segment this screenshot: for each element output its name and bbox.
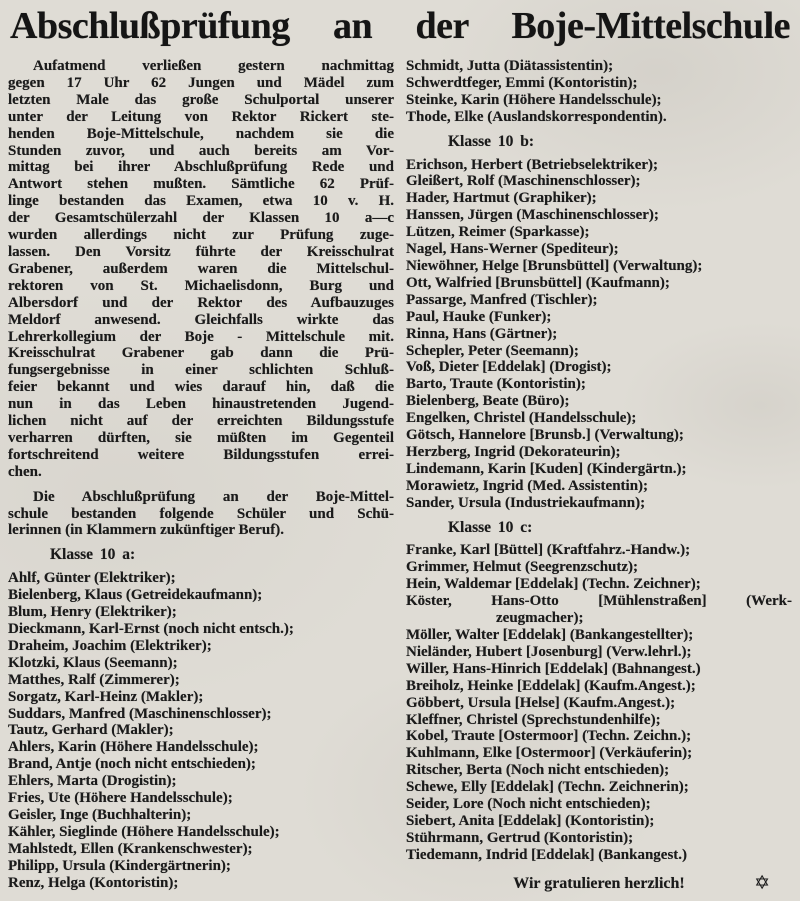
- six-pointed-star-icon: ✡: [754, 871, 770, 894]
- student-entry: Philipp, Ursula (Kindergärtnerin);: [8, 857, 231, 874]
- article-line: rektoren von St. Michaelisdonn, Burg und: [8, 277, 394, 294]
- article-line: lassen. Den Vorsitz führte der Kreisschulrat: [8, 243, 394, 260]
- article-line: wurden allerdings nicht zur Prüfung zuge-: [8, 227, 394, 244]
- student-entry: Hein, Waldemar [Eddelak] (Techn. Zeichner);: [406, 576, 701, 593]
- class-10b-heading: Klasse 10 b:: [448, 132, 535, 150]
- student-entry: Engelken, Christel (Handelsschule);: [406, 410, 637, 427]
- article-line: Kreisschulrat Grabener gab dann die Prü-: [8, 345, 394, 362]
- student-entry: Schepler, Peter (Seemann);: [406, 342, 579, 359]
- student-entry: Götsch, Hannelore [Brunsb.] (Verwaltung);: [406, 427, 684, 444]
- student-entry: Mahlstedt, Ellen (Krankenschwester);: [8, 840, 253, 857]
- article-line: Antwort stehen mußten. Sämtliche 62 Prüf-: [8, 176, 394, 193]
- article-line: feier bekannt und wies darauf hin, daß die: [8, 379, 394, 396]
- student-entry: Suddars, Manfred (Maschinenschlosser);: [8, 705, 272, 722]
- student-entry: Ritscher, Berta (Noch nicht entschieden);: [406, 762, 670, 779]
- student-entry: Bielenberg, Klaus (Getreidekaufmann);: [8, 587, 263, 604]
- article-paragraph-1: [8, 58, 394, 481]
- article-line: verharren dürften, sie müßten im Gegenteil: [8, 429, 394, 446]
- student-entry-wrap: zeugmacher);: [496, 610, 584, 627]
- student-entry: Ott, Walfried [Brunsbüttel] (Kaufmann);: [406, 274, 670, 291]
- student-entry: Renz, Helga (Kontoristin);: [8, 874, 179, 891]
- student-entry: Schwerdtfeger, Emmi (Kontoristin);: [406, 74, 638, 91]
- class-10c-students: [406, 542, 792, 863]
- congrats-text: Wir gratulieren herzlich!: [513, 874, 685, 892]
- article-line: letzten Male das große Schulportal unserer: [8, 91, 394, 108]
- article-line: gegen 17 Uhr 62 Jungen und Mädel zum: [8, 74, 394, 91]
- student-entry: Nagel, Hans-Werner (Spediteur);: [406, 241, 619, 258]
- article-columns: [0, 58, 800, 893]
- student-entry: Kuhlmann, Elke [Ostermoor] (Verkäuferin);: [406, 745, 693, 762]
- student-entry: Schmidt, Jutta (Diätassistentin);: [406, 58, 614, 74]
- student-entry: Ahlers, Karin (Höhere Handelsschule);: [8, 739, 259, 756]
- student-entry: Kleffner, Christel (Sprechstundenhilfe);: [406, 711, 661, 728]
- student-entry: Passarge, Manfred (Tischler);: [406, 291, 598, 308]
- student-entry: Brand, Antje (noch nicht entschieden);: [8, 756, 256, 773]
- student-entry: Ehlers, Marta (Drogistin);: [8, 773, 177, 790]
- student-entry: Niewöhner, Helge [Brunsbüttel] (Verwaltung);: [406, 257, 703, 274]
- article-line: mittag bei ihrer Abschlußprüfung Rede und: [8, 159, 394, 176]
- student-entry: Voß, Dieter [Eddelak] (Drogist);: [406, 359, 612, 376]
- right-column: [406, 58, 792, 893]
- student-entry: Morawietz, Ingrid (Med. Assistentin);: [406, 477, 649, 494]
- student-entry: Willer, Hans-Hinrich [Eddelak] (Bahnangest.): [406, 660, 701, 677]
- article-line: Die Abschlußprüfung an der Boje-Mittel-: [33, 488, 394, 505]
- article-line: Stunden zuvor, und auch bereits am Vor-: [8, 142, 394, 159]
- class-10a-heading: Klasse 10 a:: [50, 546, 136, 564]
- student-entry: Paul, Hauke (Funker);: [406, 308, 552, 325]
- class-10b-students: [406, 157, 792, 512]
- article-line: chen.: [8, 463, 42, 480]
- student-entry: Nieländer, Hubert [Josenburg] (Verw.lehrl.);: [406, 643, 692, 660]
- student-entry: Barto, Traute (Kontoristin);: [406, 376, 586, 393]
- article-line: linge bestanden das Examen, etwa 10 v. H.: [8, 193, 394, 210]
- student-entry: Dieckmann, Karl-Ernst (noch nicht entsch.);: [8, 621, 294, 637]
- student-entry: Matthes, Ralf (Zimmerer);: [8, 671, 180, 688]
- student-entry: Stührmann, Gertrud (Kontoristin);: [406, 829, 634, 846]
- closing-line: [406, 871, 792, 894]
- student-entry: Thode, Elke (Auslandskorrespondentin).: [406, 108, 667, 125]
- student-entry: Bielenberg, Beate (Büro);: [406, 393, 570, 410]
- article-line: unter der Leitung von Rektor Rickert ste-: [8, 108, 394, 125]
- student-entry: Siebert, Anita [Eddelak] (Kontoristin);: [406, 812, 655, 829]
- article-line: henden Boje-Mittelschule, nachdem sie die: [8, 125, 394, 142]
- student-entry: Sorgatz, Karl-Heinz (Makler);: [8, 688, 204, 705]
- student-entry: Draheim, Joachim (Elektriker);: [8, 637, 212, 654]
- article-line: Grabener, außerdem waren die Mittelschul-: [8, 260, 394, 277]
- student-entry: Grimmer, Helmut (Seegrenzschutz);: [406, 559, 639, 576]
- student-entry: Tiedemann, Indrid [Eddelak] (Bankangest.): [406, 846, 688, 863]
- class-10a-students-right: [406, 58, 792, 126]
- article-line: Meldorf anwesend. Gleichfalls wirkte das: [8, 311, 394, 328]
- student-entry: Köster, Hans-Otto [Mühlenstraßen] (Werk- zeugmacher);: [406, 593, 792, 627]
- student-entry: Geisler, Inge (Buchhalterin);: [8, 806, 192, 823]
- student-entry: Fries, Ute (Höhere Handelsschule);: [8, 790, 233, 807]
- student-entry: Rinna, Hans (Gärtner);: [406, 325, 558, 342]
- student-entry: Tautz, Gerhard (Makler);: [8, 722, 174, 739]
- student-entry: Erichson, Herbert (Betriebselektriker);: [406, 156, 659, 173]
- student-entry: Herzberg, Ingrid (Dekorateurin);: [406, 443, 621, 460]
- student-entry: Klotzki, Klaus (Seemann);: [8, 654, 178, 671]
- class-10a-students-left: [8, 570, 394, 891]
- article-paragraph-2: [8, 489, 394, 540]
- article-line: lerinnen (in Klammern zukünftiger Beruf).: [8, 522, 284, 539]
- student-entry: Göbbert, Ursula [Helse] (Kaufm.Angest.);: [406, 694, 676, 711]
- student-entry: Hanssen, Jürgen (Maschinenschlosser);: [406, 207, 659, 224]
- student-entry: Sander, Ursula (Industriekaufmann);: [406, 494, 646, 511]
- left-column: [8, 58, 394, 893]
- student-entry: Kähler, Sieglinde (Höhere Handelsschule);: [8, 823, 280, 840]
- article-line: nun in das Leben hinaustretenden Jugend-: [8, 396, 394, 413]
- article-line: Aufatmend verließen gestern nachmittag: [33, 58, 394, 74]
- article-line: Albersdorf und der Rektor des Aufbauzuges: [8, 294, 394, 311]
- article-line: der Gesamtschülerzahl der Klassen 10 a—c: [8, 210, 394, 227]
- article-line: fortschreitend weitere Bildungsstufen errei-: [8, 446, 394, 463]
- student-entry: Lindemann, Karin [Kuden] (Kindergärtn.);: [406, 460, 687, 477]
- student-entry: Möller, Walter [Eddelak] (Bankangestellter);: [406, 627, 694, 643]
- student-entry: Kobel, Traute [Ostermoor] (Techn. Zeichn.);: [406, 728, 692, 745]
- headline: Abschlußprüfung an der Boje-Mittelschule: [10, 5, 790, 47]
- student-entry: Hader, Hartmut (Graphiker);: [406, 190, 597, 207]
- student-entry: Lützen, Reimer (Sparkasse);: [406, 224, 590, 241]
- student-entry: Franke, Karl [Büttel] (Kraftfahrz.-Handw.);: [406, 542, 691, 559]
- student-entry: Schewe, Elly [Eddelak] (Techn. Zeichnerin);: [406, 779, 689, 796]
- article-line: schule bestanden folgende Schüler und Schü-: [8, 505, 394, 522]
- student-entry: Blum, Henry (Elektriker);: [8, 604, 177, 621]
- student-entry: Ahlf, Günter (Elektriker);: [8, 570, 176, 587]
- student-entry: Steinke, Karin (Höhere Handelsschule);: [406, 91, 662, 108]
- article-line: fungsergebnisse in einer schlichten Schluß-: [8, 362, 394, 379]
- student-entry: Gleißert, Rolf (Maschinenschlosser);: [406, 173, 641, 190]
- student-entry: Seider, Lore (Noch nicht entschieden);: [406, 796, 651, 813]
- class-10c-heading: Klasse 10 c:: [448, 518, 533, 536]
- article-line: lichen nicht auf der erreichten Bildungsstufe: [8, 413, 394, 430]
- article-line: Lehrerkollegium der Boje - Mittelschule mit.: [8, 328, 394, 345]
- student-entry: Breiholz, Heinke [Eddelak] (Kaufm.Angest.);: [406, 677, 696, 694]
